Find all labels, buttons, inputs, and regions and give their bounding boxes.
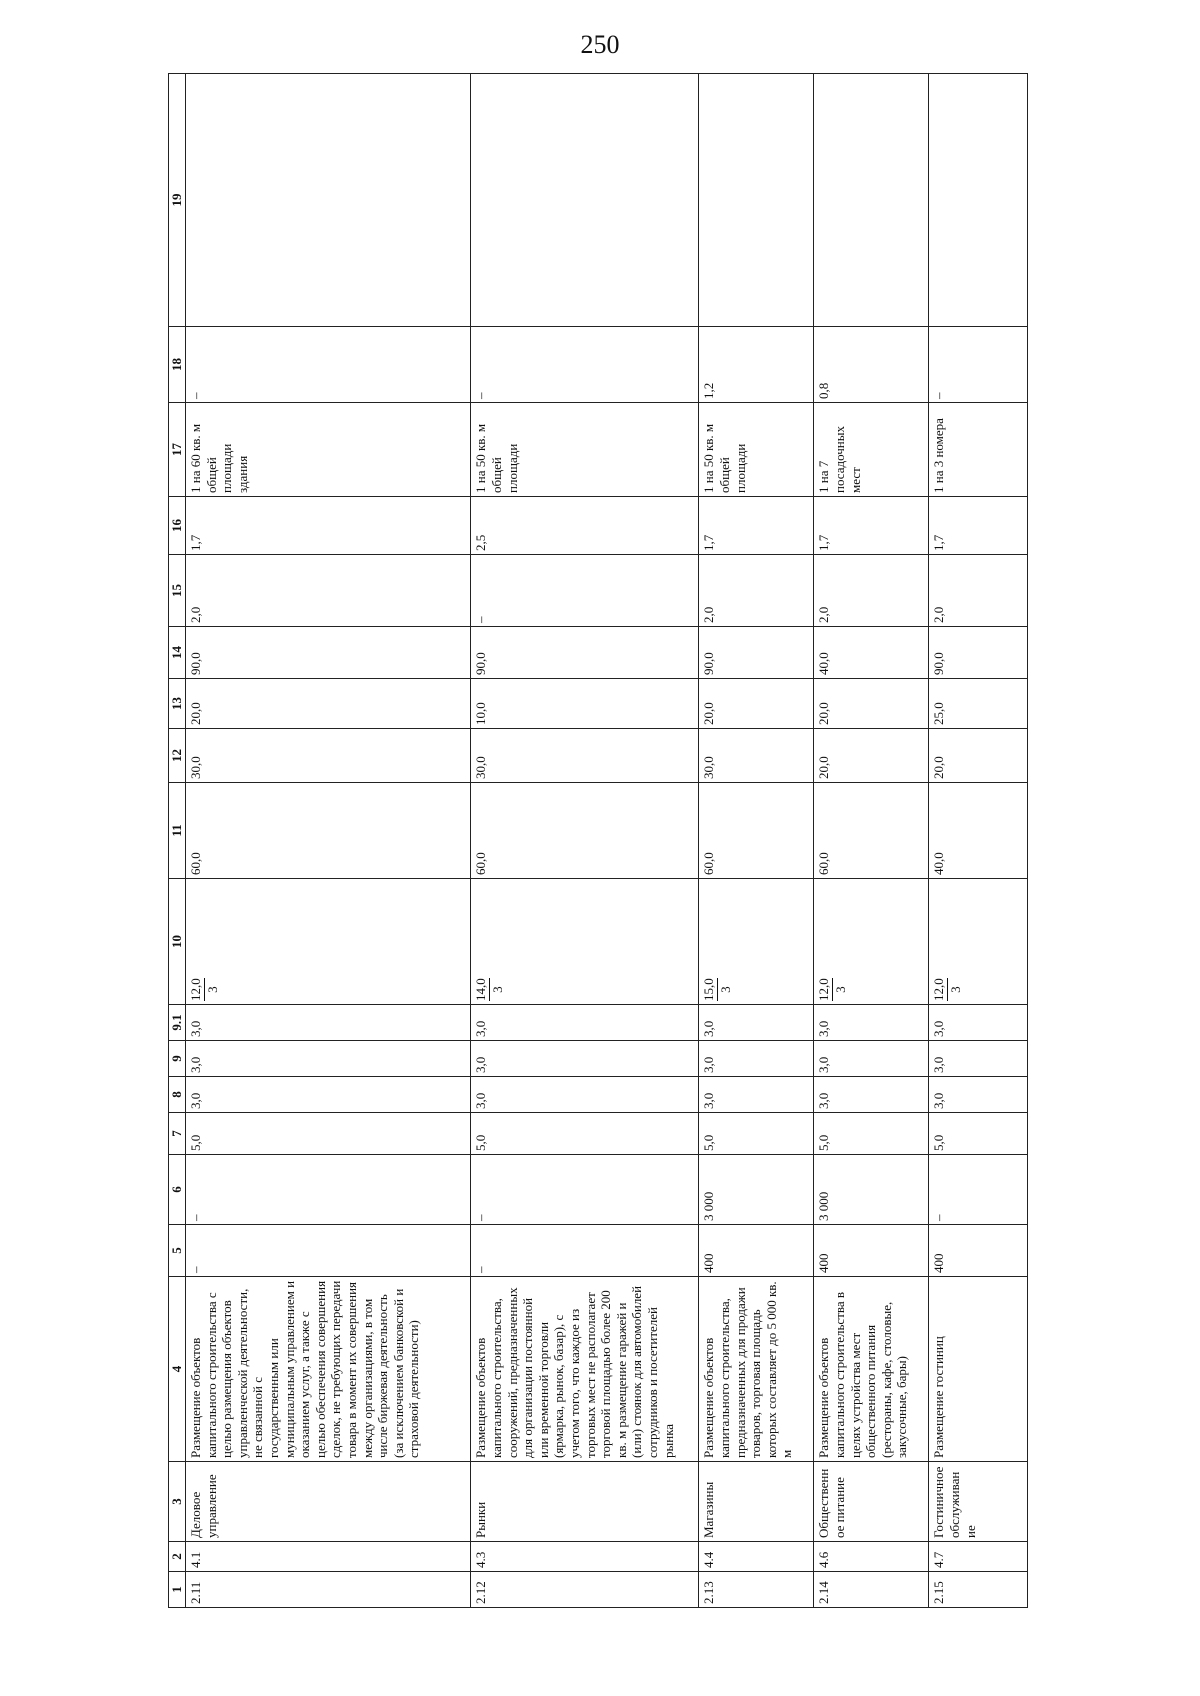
value-cell: 10,0 (471, 679, 699, 729)
value-cell: 20,0 (699, 679, 814, 729)
value-cell: – (471, 1155, 699, 1225)
value-cell: 60,0 (699, 783, 814, 879)
regulations-table (168, 73, 1028, 1608)
description-cell: Размещение объектов капитального строительства с целью размещения объектов управленческой деятельности, не связанной с государственным или муниципальным управлением и оказанием услуг, а также с целью обеспечения совершения сделок, не требующих передачи товара в момент их совершения между организациями, в том числе биржевая деятельность (за исключением банковской и страховой деятельности) (186, 1277, 471, 1462)
value-cell: 20,0 (929, 729, 1028, 783)
value-cell (814, 74, 929, 327)
row-number: 2.14 (814, 1572, 929, 1608)
description-cell: Размещение объектов капитального строительства, сооружений, предназначенных для организации постоянной или временной торговли (ярмарка, рынок, базар), с учетом того, что каждое из торговых мест не располагает торговой площадью более 200 кв. м размещение гаражей и (или) стоянок для автомобилей сотрудников и посетителей рынка (471, 1277, 699, 1462)
value-cell (929, 74, 1028, 327)
value-cell: – (186, 1155, 471, 1225)
column-header: 9.1 (169, 1005, 186, 1041)
table-container (168, 114, 1028, 1608)
code-cell: 4.3 (471, 1542, 699, 1572)
fraction (816, 978, 848, 1001)
description-cell: Размещение объектов капитального строительства, предназначенных для продажи товаров, торговая площадь которых составляет до 5 000 кв. м (699, 1277, 814, 1462)
column-header: 15 (169, 555, 186, 627)
use-name-cell: Магазины (699, 1462, 814, 1542)
value-cell: 3,0 (929, 1077, 1028, 1113)
page-number: 250 (580, 30, 620, 59)
value-cell: 2,0 (929, 555, 1028, 627)
fraction-denominator: 3 (204, 986, 220, 993)
description-cell: Размещение гостиниц (929, 1277, 1028, 1462)
value-cell: 0,8 (814, 327, 929, 403)
value-cell: 3,0 (929, 1005, 1028, 1041)
value-cell: 5,0 (471, 1113, 699, 1155)
column-header: 1 (169, 1572, 186, 1608)
value-cell: 1,2 (699, 327, 814, 403)
value-cell: 3,0 (814, 1005, 929, 1041)
value-cell: – (186, 327, 471, 403)
value-cell: 3,0 (699, 1005, 814, 1041)
column-header: 4 (169, 1277, 186, 1462)
fraction-denominator: 3 (490, 986, 506, 993)
value-cell: 400 (699, 1225, 814, 1277)
value-cell: 25,0 (929, 679, 1028, 729)
value-cell: 5,0 (929, 1113, 1028, 1155)
row-number: 2.11 (186, 1572, 471, 1608)
use-name-cell: Деловое управление (186, 1462, 471, 1542)
value-cell: – (471, 555, 699, 627)
value-cell: 60,0 (471, 783, 699, 879)
value-cell: 30,0 (186, 729, 471, 783)
value-cell: 60,0 (186, 783, 471, 879)
value-cell: 1,7 (186, 497, 471, 555)
value-cell: 3,0 (186, 1005, 471, 1041)
value-cell: 40,0 (814, 627, 929, 679)
value-cell: 90,0 (699, 627, 814, 679)
value-cell: 1,7 (699, 497, 814, 555)
value-cell: 3,0 (929, 1041, 1028, 1077)
value-cell: 20,0 (814, 679, 929, 729)
code-cell: 4.4 (699, 1542, 814, 1572)
table-row (699, 74, 814, 1608)
value-cell: 20,0 (814, 729, 929, 783)
value-cell: 1 на 50 кв. м общей площади (471, 403, 699, 497)
value-cell: 1,7 (929, 497, 1028, 555)
row-number: 2.12 (471, 1572, 699, 1608)
value-cell: 20,0 (186, 679, 471, 729)
value-cell: 90,0 (471, 627, 699, 679)
value-cell: 30,0 (471, 729, 699, 783)
column-header: 10 (169, 879, 186, 1005)
value-cell: 2,0 (186, 555, 471, 627)
column-header: 19 (169, 74, 186, 327)
use-name-cell: Общественное питание (814, 1462, 929, 1542)
value-cell: 1 на 50 кв. м общей площади (699, 403, 814, 497)
value-cell: 1 на 7 посадочных мест (814, 403, 929, 497)
fraction-cell (186, 879, 471, 1005)
value-cell: 1 на 60 кв. м общей площади здания (186, 403, 471, 497)
fraction (188, 978, 220, 1001)
value-cell: 3,0 (186, 1041, 471, 1077)
fraction-denominator: 3 (948, 986, 963, 993)
header-row (169, 74, 186, 1608)
value-cell: 2,5 (471, 497, 699, 555)
fraction-cell (699, 879, 814, 1005)
value-cell: 3,0 (471, 1041, 699, 1077)
value-cell: 400 (929, 1225, 1028, 1277)
description-cell: Размещение объектов капитального строительства в целях устройства мест общественного питания (рестораны, кафе, столовые, закусочные, бары) (814, 1277, 929, 1462)
column-header: 17 (169, 403, 186, 497)
fraction (931, 978, 963, 1001)
column-header: 5 (169, 1225, 186, 1277)
column-header: 9 (169, 1041, 186, 1077)
use-name-cell: Гостиничное обслуживание (929, 1462, 1028, 1542)
value-cell: 3,0 (699, 1077, 814, 1113)
row-number: 2.13 (699, 1572, 814, 1608)
value-cell: – (929, 1155, 1028, 1225)
column-header: 3 (169, 1462, 186, 1542)
value-cell: 3,0 (814, 1041, 929, 1077)
value-cell: 1 на 3 номера (929, 403, 1028, 497)
value-cell: 5,0 (814, 1113, 929, 1155)
value-cell: 3 000 (814, 1155, 929, 1225)
row-number: 2.15 (929, 1572, 1028, 1608)
value-cell: 5,0 (186, 1113, 471, 1155)
value-cell: 30,0 (699, 729, 814, 783)
column-header: 12 (169, 729, 186, 783)
code-cell: 4.7 (929, 1542, 1028, 1572)
fraction-denominator: 3 (833, 986, 848, 993)
fraction-numerator: 12,0 (931, 978, 947, 1001)
value-cell: 3,0 (814, 1077, 929, 1113)
fraction-numerator: 14,0 (473, 978, 489, 1001)
column-header: 14 (169, 627, 186, 679)
value-cell: 60,0 (814, 783, 929, 879)
value-cell: 3 000 (699, 1155, 814, 1225)
value-cell: – (186, 1225, 471, 1277)
value-cell: – (929, 327, 1028, 403)
fraction (701, 978, 733, 1001)
column-header: 13 (169, 679, 186, 729)
table-row (471, 74, 699, 1608)
column-header: 18 (169, 327, 186, 403)
column-header: 16 (169, 497, 186, 555)
fraction-numerator: 15,0 (701, 978, 717, 1001)
value-cell: 5,0 (699, 1113, 814, 1155)
use-name-cell: Рынки (471, 1462, 699, 1542)
value-cell: 2,0 (814, 555, 929, 627)
fraction-cell (471, 879, 699, 1005)
fraction-denominator: 3 (718, 986, 733, 993)
fraction-numerator: 12,0 (816, 978, 832, 1001)
value-cell: 3,0 (699, 1041, 814, 1077)
fraction (473, 978, 505, 1001)
fraction-cell (929, 879, 1028, 1005)
column-header: 6 (169, 1155, 186, 1225)
fraction-cell (814, 879, 929, 1005)
value-cell (699, 74, 814, 327)
value-cell: 400 (814, 1225, 929, 1277)
value-cell: – (471, 1225, 699, 1277)
fraction-numerator: 12,0 (188, 978, 203, 1001)
table-row (929, 74, 1028, 1608)
code-cell: 4.6 (814, 1542, 929, 1572)
column-header: 2 (169, 1542, 186, 1572)
table-row (186, 74, 471, 1608)
value-cell: 90,0 (186, 627, 471, 679)
table-row (814, 74, 929, 1608)
value-cell: – (471, 327, 699, 403)
code-cell: 4.1 (186, 1542, 471, 1572)
value-cell: 1,7 (814, 497, 929, 555)
value-cell: 40,0 (929, 783, 1028, 879)
value-cell (186, 74, 471, 327)
value-cell (471, 74, 699, 327)
value-cell: 2,0 (699, 555, 814, 627)
column-header: 8 (169, 1077, 186, 1113)
value-cell: 3,0 (471, 1005, 699, 1041)
value-cell: 3,0 (471, 1077, 699, 1113)
value-cell: 90,0 (929, 627, 1028, 679)
column-header: 11 (169, 783, 186, 879)
column-header: 7 (169, 1113, 186, 1155)
value-cell: 3,0 (186, 1077, 471, 1113)
